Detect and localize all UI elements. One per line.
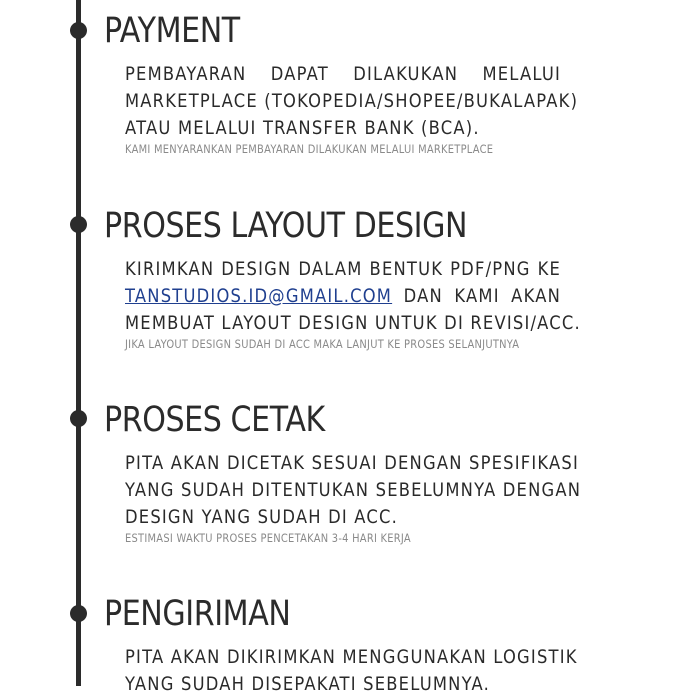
description-line: MEMBUAT LAYOUT DESIGN UNTUK DI REVISI/ACC. bbox=[125, 312, 581, 334]
step-title: PROSES LAYOUT DESIGN bbox=[104, 206, 468, 246]
step-note: JIKA LAYOUT DESIGN SUDAH DI ACC MAKA LANJUT KE PROSES SELANJUTNYA bbox=[125, 337, 520, 351]
timeline-dot-payment bbox=[70, 22, 87, 39]
timeline-dot-print bbox=[70, 410, 87, 427]
timeline-line bbox=[76, 0, 81, 686]
email-link[interactable]: TANSTUDIOS.ID@GMAIL.COM bbox=[125, 285, 393, 307]
step-description bbox=[125, 256, 581, 351]
step-note: KAMI MENYARANKAN PEMBAYARAN DILAKUKAN MELALUI MARKETPLACE bbox=[125, 142, 494, 156]
step-note: ESTIMASI WAKTU PROSES PENCETAKAN 3-4 HARI KERJA bbox=[125, 531, 411, 545]
step-title: PENGIRIMAN bbox=[104, 594, 291, 634]
description-text: DAN KAMI AKAN bbox=[403, 285, 562, 307]
description-line: KIRIMKAN DESIGN DALAM BENTUK PDF/PNG KE bbox=[125, 258, 562, 280]
description-line bbox=[125, 283, 561, 310]
description-line: YANG SUDAH DITENTUKAN SEBELUMNYA DENGAN bbox=[125, 479, 582, 501]
step-description bbox=[125, 644, 578, 698]
step-description bbox=[125, 61, 579, 156]
timeline-dot-layout-design bbox=[70, 216, 87, 233]
step-title: PAYMENT bbox=[104, 11, 240, 51]
timeline-dot-shipping bbox=[70, 605, 87, 622]
step-title: PROSES CETAK bbox=[104, 400, 325, 440]
step-description bbox=[125, 450, 582, 545]
description-line: YANG SUDAH DISEPAKATI SEBELUMNYA. bbox=[125, 673, 491, 695]
description-line: MARKETPLACE (TOKOPEDIA/SHOPEE/BUKALAPAK) bbox=[125, 90, 579, 112]
description-line: DESIGN YANG SUDAH DI ACC. bbox=[125, 506, 399, 528]
description-line: PITA AKAN DIKIRIMKAN MENGGUNAKAN LOGISTIK bbox=[125, 646, 578, 668]
description-line: PITA AKAN DICETAK SESUAI DENGAN SPESIFIKASI bbox=[125, 452, 580, 474]
description-line: PEMBAYARAN DAPAT DILAKUKAN MELALUI bbox=[125, 63, 562, 85]
description-line: ATAU MELALUI TRANSFER BANK (BCA). bbox=[125, 117, 480, 139]
